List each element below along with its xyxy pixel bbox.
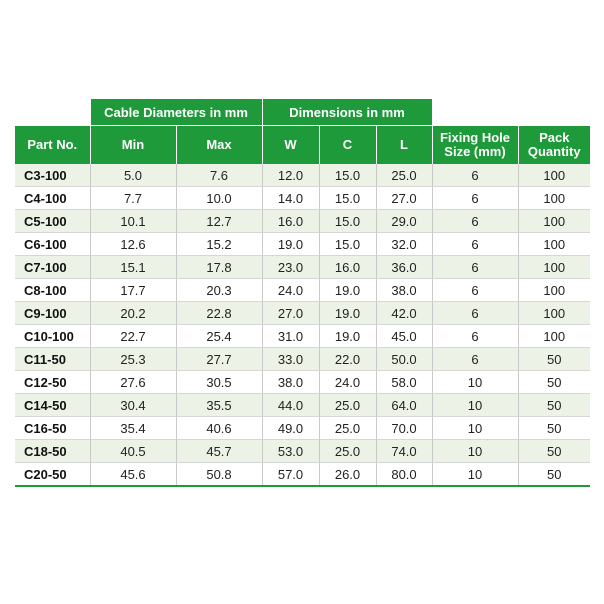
- cell-part-no: C6-100: [15, 233, 90, 256]
- cell-pack-quantity: 100: [518, 233, 590, 256]
- table-row: [15, 394, 590, 417]
- cell-max: 27.7: [176, 348, 262, 371]
- cell-pack-quantity: 50: [518, 463, 590, 487]
- cell-min: 20.2: [90, 302, 176, 325]
- cell-l: 64.0: [376, 394, 432, 417]
- table-row: [15, 417, 590, 440]
- cell-l: 70.0: [376, 417, 432, 440]
- column-header-pack-line1: Pack: [539, 130, 570, 145]
- column-header-part-no: Part No.: [15, 126, 90, 165]
- cell-w: 44.0: [262, 394, 319, 417]
- table-row: [15, 279, 590, 302]
- cell-fixing-hole-size: 6: [432, 279, 518, 302]
- cell-min: 7.7: [90, 187, 176, 210]
- cell-fixing-hole-size: 10: [432, 394, 518, 417]
- group-header-cable-diameters: Cable Diameters in mm: [90, 99, 262, 126]
- cell-max: 30.5: [176, 371, 262, 394]
- cell-min: 10.1: [90, 210, 176, 233]
- cell-part-no: C7-100: [15, 256, 90, 279]
- cell-w: 14.0: [262, 187, 319, 210]
- cell-part-no: C3-100: [15, 164, 90, 187]
- cell-w: 23.0: [262, 256, 319, 279]
- cell-part-no: C4-100: [15, 187, 90, 210]
- table-row: [15, 210, 590, 233]
- cell-fixing-hole-size: 6: [432, 348, 518, 371]
- cell-c: 26.0: [319, 463, 376, 487]
- column-header-c: C: [319, 126, 376, 165]
- cell-c: 15.0: [319, 233, 376, 256]
- column-header-fixing-hole-line2: Size (mm): [444, 144, 506, 159]
- cell-part-no: C5-100: [15, 210, 90, 233]
- cell-min: 17.7: [90, 279, 176, 302]
- table-row: [15, 348, 590, 371]
- cell-fixing-hole-size: 6: [432, 187, 518, 210]
- cell-w: 19.0: [262, 233, 319, 256]
- group-header-row: [15, 99, 590, 126]
- column-header-pack-quantity: [518, 126, 590, 165]
- cell-max: 7.6: [176, 164, 262, 187]
- column-header-fixing-hole-line1: Fixing Hole: [439, 130, 511, 145]
- cell-min: 40.5: [90, 440, 176, 463]
- group-header-blank: [15, 99, 90, 126]
- cell-part-no: C8-100: [15, 279, 90, 302]
- cell-part-no: C16-50: [15, 417, 90, 440]
- cell-fixing-hole-size: 6: [432, 302, 518, 325]
- cell-l: 38.0: [376, 279, 432, 302]
- cell-max: 50.8: [176, 463, 262, 487]
- table-row: [15, 463, 590, 487]
- cell-part-no: C12-50: [15, 371, 90, 394]
- cell-l: 50.0: [376, 348, 432, 371]
- cell-pack-quantity: 100: [518, 325, 590, 348]
- cell-min: 12.6: [90, 233, 176, 256]
- cell-l: 36.0: [376, 256, 432, 279]
- column-header-fixing-hole: [432, 126, 518, 165]
- table-row: [15, 440, 590, 463]
- cell-max: 20.3: [176, 279, 262, 302]
- cell-w: 24.0: [262, 279, 319, 302]
- cell-part-no: C9-100: [15, 302, 90, 325]
- cell-pack-quantity: 100: [518, 210, 590, 233]
- cell-c: 16.0: [319, 256, 376, 279]
- cell-min: 22.7: [90, 325, 176, 348]
- cell-l: 29.0: [376, 210, 432, 233]
- cell-max: 10.0: [176, 187, 262, 210]
- cell-c: 15.0: [319, 164, 376, 187]
- table-row: [15, 302, 590, 325]
- group-header-blank-right: [432, 99, 590, 126]
- cell-l: 25.0: [376, 164, 432, 187]
- cell-c: 25.0: [319, 417, 376, 440]
- cell-pack-quantity: 100: [518, 302, 590, 325]
- column-header-max: Max: [176, 126, 262, 165]
- cell-fixing-hole-size: 6: [432, 325, 518, 348]
- cell-max: 40.6: [176, 417, 262, 440]
- cell-c: 15.0: [319, 187, 376, 210]
- cell-c: 22.0: [319, 348, 376, 371]
- table-row: [15, 371, 590, 394]
- cell-pack-quantity: 50: [518, 440, 590, 463]
- cell-l: 27.0: [376, 187, 432, 210]
- cell-c: 19.0: [319, 302, 376, 325]
- cell-c: 19.0: [319, 325, 376, 348]
- cell-w: 16.0: [262, 210, 319, 233]
- group-header-dimensions: Dimensions in mm: [262, 99, 432, 126]
- column-header-l: L: [376, 126, 432, 165]
- cell-max: 12.7: [176, 210, 262, 233]
- column-header-min: Min: [90, 126, 176, 165]
- cell-pack-quantity: 100: [518, 187, 590, 210]
- cell-min: 25.3: [90, 348, 176, 371]
- table-row: [15, 325, 590, 348]
- cell-pack-quantity: 100: [518, 164, 590, 187]
- table-body: [15, 164, 590, 486]
- cell-w: 49.0: [262, 417, 319, 440]
- column-header-row: [15, 126, 590, 165]
- cell-pack-quantity: 50: [518, 394, 590, 417]
- cell-l: 58.0: [376, 371, 432, 394]
- cell-c: 25.0: [319, 394, 376, 417]
- cell-max: 35.5: [176, 394, 262, 417]
- cell-max: 15.2: [176, 233, 262, 256]
- cell-c: 15.0: [319, 210, 376, 233]
- cell-max: 22.8: [176, 302, 262, 325]
- cell-c: 25.0: [319, 440, 376, 463]
- cell-w: 31.0: [262, 325, 319, 348]
- cell-max: 25.4: [176, 325, 262, 348]
- cell-c: 19.0: [319, 279, 376, 302]
- cell-pack-quantity: 50: [518, 417, 590, 440]
- cell-pack-quantity: 50: [518, 348, 590, 371]
- cell-min: 30.4: [90, 394, 176, 417]
- cell-w: 57.0: [262, 463, 319, 487]
- cell-w: 53.0: [262, 440, 319, 463]
- cell-min: 15.1: [90, 256, 176, 279]
- cell-min: 45.6: [90, 463, 176, 487]
- cell-part-no: C11-50: [15, 348, 90, 371]
- cable-clip-spec-table-container: [15, 99, 590, 487]
- cell-c: 24.0: [319, 371, 376, 394]
- cell-min: 35.4: [90, 417, 176, 440]
- cell-fixing-hole-size: 10: [432, 371, 518, 394]
- cell-min: 27.6: [90, 371, 176, 394]
- cell-w: 12.0: [262, 164, 319, 187]
- column-header-pack-line2: Quantity: [527, 144, 581, 159]
- cell-l: 32.0: [376, 233, 432, 256]
- cell-fixing-hole-size: 10: [432, 440, 518, 463]
- column-header-w: W: [262, 126, 319, 165]
- cell-fixing-hole-size: 6: [432, 233, 518, 256]
- cell-l: 80.0: [376, 463, 432, 487]
- cell-l: 45.0: [376, 325, 432, 348]
- cell-pack-quantity: 100: [518, 256, 590, 279]
- cell-w: 33.0: [262, 348, 319, 371]
- cell-part-no: C10-100: [15, 325, 90, 348]
- table-row: [15, 164, 590, 187]
- cell-max: 17.8: [176, 256, 262, 279]
- cell-w: 27.0: [262, 302, 319, 325]
- cell-fixing-hole-size: 6: [432, 210, 518, 233]
- cell-part-no: C20-50: [15, 463, 90, 487]
- cell-fixing-hole-size: 10: [432, 417, 518, 440]
- cell-l: 74.0: [376, 440, 432, 463]
- cell-fixing-hole-size: 6: [432, 256, 518, 279]
- cell-pack-quantity: 50: [518, 371, 590, 394]
- cell-l: 42.0: [376, 302, 432, 325]
- table-row: [15, 233, 590, 256]
- cable-clip-spec-table: [15, 99, 590, 487]
- cell-fixing-hole-size: 6: [432, 164, 518, 187]
- table-row: [15, 187, 590, 210]
- cell-pack-quantity: 100: [518, 279, 590, 302]
- cell-part-no: C18-50: [15, 440, 90, 463]
- cell-max: 45.7: [176, 440, 262, 463]
- cell-w: 38.0: [262, 371, 319, 394]
- cell-part-no: C14-50: [15, 394, 90, 417]
- cell-fixing-hole-size: 10: [432, 463, 518, 487]
- cell-min: 5.0: [90, 164, 176, 187]
- table-row: [15, 256, 590, 279]
